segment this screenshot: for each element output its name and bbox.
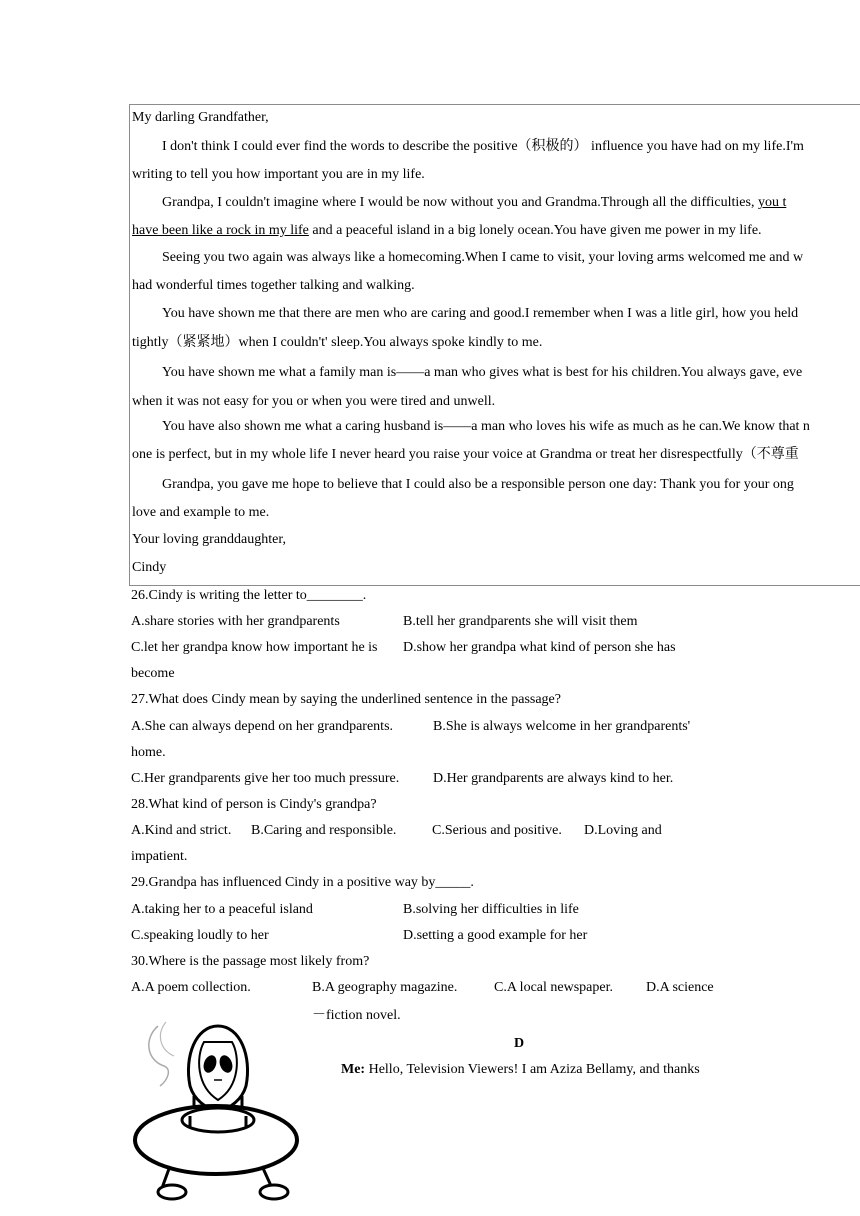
q26-option-a: A.share stories with her grandparents	[131, 614, 340, 629]
letter-p6-line2: one is perfect, but in my whole life I never heard you raise your voice at Grandma or treat her disrespectfully（不尊重	[132, 447, 799, 462]
q26-option-d-cont: become	[131, 666, 175, 681]
letter-p1-line1: I don't think I could ever find the words to describe the positive（积极的） influence you have had on my life.I'm	[162, 139, 804, 154]
letter-p7-line1: Grandpa, you gave me hope to believe that I could also be a responsible person one day: Thank you for your ong	[162, 477, 794, 492]
letter-p4-line1: You have shown me that there are men who are caring and good.I remember when I was a litle girl, how you held	[162, 306, 799, 321]
q29-option-d: D.setting a good example for her	[403, 928, 588, 943]
letter-p5-line1: You have shown me what a family man is——a man who gives what is best for his children.You always gave, eve	[162, 365, 803, 380]
q29-option-c: C.speaking loudly to her	[131, 928, 269, 943]
q28-option-c: C.Serious and positive.	[432, 823, 562, 838]
question-29: 29.Grandpa has influenced Cindy in a positive way by_____.	[131, 875, 474, 890]
q28-option-a: A.Kind and strict.	[131, 823, 232, 838]
letter-p3-line1: Seeing you two again was always like a homecoming.When I came to visit, your loving arms welcomed me and w	[162, 250, 804, 265]
q27-option-c: C.Her grandparents give her too much pressure.	[131, 771, 400, 786]
q28-option-d: D.Loving and	[584, 823, 662, 838]
q29-option-b: B.solving her difficulties in life	[403, 902, 579, 917]
q27-option-a: A.She can always depend on her grandparents.	[131, 719, 394, 734]
question-26: 26.Cindy is writing the letter to________.	[131, 588, 367, 603]
q28-option-d-cont: impatient.	[131, 849, 188, 864]
q30-option-b: B.A geography magazine.	[312, 980, 458, 995]
letter-closing: Your loving granddaughter,	[132, 532, 286, 547]
underlined-sentence: have been like a rock in my life	[132, 223, 309, 238]
q26-option-d: D.show her grandpa what kind of person she has	[403, 640, 676, 655]
q29-option-a: A.taking her to a peaceful island	[131, 902, 313, 917]
question-30: 30.Where is the passage most likely from?	[131, 954, 370, 969]
letter-p7-line2: love and example to me.	[132, 505, 270, 520]
q30-option-d-cont: －fiction novel.	[312, 1008, 401, 1023]
letter-p2-rest: and a peaceful island in a big lonely ocean.You have given me power in my life.	[308, 223, 762, 238]
letter-p5-line2: when it was not easy for you or when you were tired and unwell.	[132, 394, 496, 409]
letter-box	[129, 104, 860, 586]
q30-option-d: D.A science	[646, 980, 714, 995]
q26-option-b: B.tell her grandparents she will visit them	[403, 614, 638, 629]
q27-option-b: B.She is always welcome in her grandparents'	[433, 719, 691, 734]
question-28: 28.What kind of person is Cindy's grandpa?	[131, 797, 377, 812]
q30-option-a: A.A poem collection.	[131, 980, 251, 995]
letter-p3-line2: had wonderful times together talking and walking.	[132, 278, 415, 293]
letter-p2-line2	[132, 221, 762, 241]
alien-ufo-illustration	[130, 1016, 302, 1208]
question-27: 27.What does Cindy mean by saying the underlined sentence in the passage?	[131, 692, 561, 707]
letter-signature: Cindy	[132, 560, 167, 575]
q28-option-b: B.Caring and responsible.	[251, 823, 397, 838]
letter-p2-line1	[162, 193, 786, 213]
dialogue-text: Hello, Television Viewers! I am Aziza Bellamy, and thanks	[365, 1062, 700, 1077]
q27-option-b-cont: home.	[131, 745, 166, 760]
letter-p6-line1: You have also shown me what a caring husband is——a man who loves his wife as much as he can.We know that n	[162, 419, 810, 434]
letter-p4-line2: tightly（紧紧地）when I couldn't' sleep.You always spoke kindly to me.	[132, 335, 543, 350]
q27-option-d: D.Her grandparents are always kind to her.	[433, 771, 674, 786]
letter-p1-line2: writing to tell you how important you are in my life.	[132, 167, 425, 182]
q30-option-c: C.A local newspaper.	[494, 980, 613, 995]
q26-option-c: C.let her grandpa know how important he is	[131, 640, 378, 655]
letter-greeting: My darling Grandfather,	[132, 110, 269, 125]
section-d-dialogue-line	[341, 1060, 700, 1080]
section-d-heading: D	[514, 1036, 525, 1051]
underlined-sentence-start: you t	[757, 195, 787, 210]
letter-p2-text: Grandpa, I couldn't imagine where I would be now without you and Grandma.Through all the difficulties,	[162, 195, 758, 210]
speaker-label: Me:	[341, 1062, 366, 1077]
